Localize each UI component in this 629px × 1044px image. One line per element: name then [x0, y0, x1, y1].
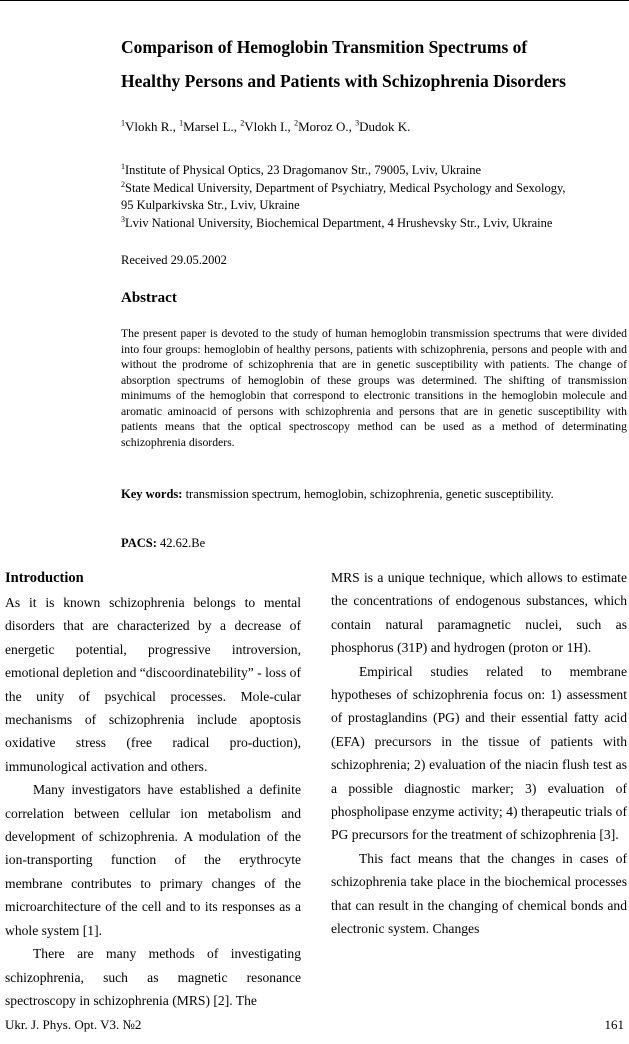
body-column-right [331, 566, 627, 941]
affiliation-text: 95 Kulparkivska Str., Lviv, Ukraine [121, 198, 300, 212]
affiliation-text: Lviv National University, Biochemical Department, 4 Hrushevsky Str., Lviv, Ukraine [125, 215, 553, 230]
affiliation-text: State Medical University, Department of Psychiatry, Medical Psychology and Sexology, [125, 180, 566, 195]
journal-citation: Ukr. J. Phys. Opt. V3. №2 [5, 1017, 142, 1032]
abstract-text: The present paper is devoted to the study of human hemoglobin transmission spectrums that were divided into four groups: hemoglobin of healthy persons, patients with schizophrenia, persons and people with and without the prodrome of schizophrenia that are in genetic susceptibility with patients. The change of absorption spectrums of hemoglobin of these groups was determined. The shifting of transmission minimums of the hemoglobin that correspond to electronic transitions in the hemoglobin molecule and aromatic aminoacid of persons with schizophrenia and persons that are in genetic susceptibility with patients means that the optical spectroscopy method can be used as a method of determinating schizophrenia disorders. [121, 327, 627, 449]
affiliation-line [121, 197, 621, 215]
affiliation-line [121, 215, 621, 233]
pacs-text: 42.62.Be [156, 536, 206, 550]
author-affil-sup: 2 [294, 118, 299, 128]
author-name: Marsel L., [183, 119, 241, 134]
affiliation-sup: 3 [121, 214, 125, 224]
body-paragraph: There are many methods of investigating schizophrenia, such as magnetic resonance spectroscopy in schizophrenia (MRS) [2]. The [5, 946, 301, 1008]
affiliation-sup: 1 [121, 161, 125, 171]
received-date: Received 29.05.2002 [121, 253, 227, 267]
section-heading-introduction: Introduction [5, 570, 84, 586]
author-list [121, 119, 621, 135]
author-affil-sup: 3 [355, 118, 360, 128]
pacs-label: PACS: [121, 536, 157, 550]
title-line-1: Comparison of Hemoglobin Transmition Spectrums of [121, 37, 528, 57]
title-line-2: Healthy Persons and Patients with Schizophrenia Disorders [121, 71, 566, 91]
author-name: Dudok K. [359, 119, 411, 134]
affiliation-sup: 2 [121, 179, 125, 189]
top-rule [0, 0, 629, 1]
keywords [121, 487, 627, 502]
keywords-text: transmission spectrum, hemoglobin, schizophrenia, genetic susceptibility. [182, 487, 554, 501]
author-affil-sup: 1 [121, 118, 125, 128]
affiliation-list [121, 162, 621, 232]
page-number: 161 [604, 1017, 624, 1032]
body-paragraph: This fact means that the changes in cases of schizophrenia take place in the biochemical processes that can result in the changing of chemical bonds and electronic system. Changes [331, 850, 627, 937]
author-name: Vlokh R., [125, 119, 180, 134]
affiliation-text: Institute of Physical Optics, 23 Dragomanov Str., 79005, Lviv, Ukraine [125, 163, 482, 177]
body-paragraph: Many investigators have established a definite correlation between cellular ion metabolism and development of schizophrenia. A modulation of the ion-transporting function of the erythrocyte membrane contributes to primary changes of the microarchitecture of the cell and to its responses as a whole system [1]. [5, 782, 301, 938]
author-name: Vlokh I., [244, 119, 295, 134]
affiliation-line [121, 180, 621, 198]
keywords-label: Key words: [121, 487, 183, 501]
body-paragraph: MRS is a unique technique, which allows to estimate the concentrations of endogenous substances, which contain natural paramagnetic nuclei, such as phosphorus (31P) and hydrogen (proton or 1H). [331, 570, 627, 656]
paper-title [121, 30, 621, 98]
author-affil-sup: 1 [179, 118, 184, 128]
affiliation-line [121, 162, 621, 180]
pacs [121, 536, 205, 551]
author-name: Moroz O., [298, 119, 356, 134]
body-paragraph: As it is known schizophrenia belongs to mental disorders that are characterized by a decrease of energetic potential, progressive introversion, emotional depletion and “discoordinatebility” - loss of the unity of psychical processes. Mole-cular mechanisms of schizophrenia include apoptosis oxidative stress (free radical pro-duction), immunological activation and others. [5, 595, 301, 774]
body-paragraph: Empirical studies related to membrane hypotheses of schizophrenia focus on: 1) assessment of prostaglandins (PG) and their essential fatty acid (EFA) precursors in the tissue of patients with schizophrenia; 2) evaluation of the niacin flush test as a possible diagnostic marker; 3) evaluation of phospholipase enzyme activity; 4) therapeutic trials of PG precursors for the treatment of schizophrenia [3]. [331, 663, 627, 843]
body-column-left [5, 566, 301, 1012]
abstract-heading: Abstract [121, 290, 177, 306]
author-affil-sup: 2 [240, 118, 245, 128]
